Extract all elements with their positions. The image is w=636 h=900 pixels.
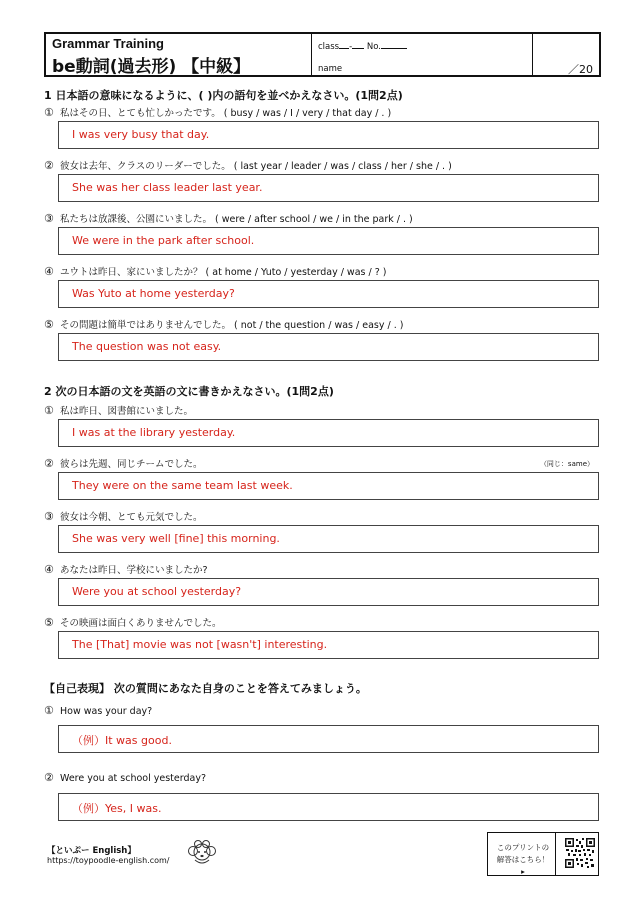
question-prompt: How was your day? [60, 706, 153, 717]
answer-box-2-1 [58, 419, 599, 447]
header-divider [311, 34, 312, 75]
question-number: ② [44, 457, 54, 470]
question-2-4 [44, 562, 208, 576]
answer-text: （例）It was good. [72, 734, 172, 747]
answer-text: I was at the library yesterday. [72, 426, 236, 439]
header-divider [532, 34, 533, 75]
answer-text: （例）Yes, I was. [72, 802, 162, 815]
answer-text: Were you at school yesterday? [72, 585, 242, 598]
answer-box-1-3 [58, 227, 599, 255]
section-2-heading: 2 次の日本語の文を英語の文に書きかえなさい。(1問2点) [44, 385, 334, 398]
question-1-4 [44, 264, 386, 278]
question-prompt: 彼らは先週、同じチームでした。 [60, 459, 203, 470]
question-2-2 [44, 456, 203, 470]
answer-text: We were in the park after school. [72, 234, 255, 247]
answer-box-2-2 [58, 472, 599, 500]
question-prompt: 彼女は今朝、とても元気でした。 [60, 512, 203, 523]
question-prompt: Were you at school yesterday? [60, 773, 207, 784]
footer-brand: 【といぷー English】 [47, 846, 136, 856]
question-prompt: 彼女は去年、クラスのリーダーでした。 ( last year / leader / was / class / her / she / . ) [60, 161, 452, 172]
class-separator: - [349, 42, 353, 52]
answer-qr-panel[interactable] [487, 832, 599, 876]
answer-box-1-5 [58, 333, 599, 361]
number-label: No. [366, 42, 382, 52]
class-label: class [318, 42, 340, 52]
qr-caption-line-1: このプリントの [496, 843, 550, 852]
question-number: ② [44, 159, 54, 172]
question-prompt: その問題は簡単ではありませんでした。 ( not / the question / was / easy / . ) [60, 320, 404, 331]
question-number: ③ [44, 510, 54, 523]
question-1-3 [44, 211, 413, 225]
answer-box-2-3 [58, 525, 599, 553]
question-prompt: その映画は面白くありませんでした。 [60, 618, 222, 629]
score-total: ／20 [568, 63, 593, 76]
answer-box-1-4 [58, 280, 599, 308]
section-3-heading: 【自己表現】 次の質問にあなた自身のことを答えてみましょう。 [44, 682, 367, 695]
answer-text: She was very well [fine] this morning. [72, 532, 280, 545]
answer-box-3-2 [58, 793, 599, 821]
answer-box-2-5 [58, 631, 599, 659]
answer-box-1-1 [58, 121, 599, 149]
answer-box-1-2 [58, 174, 599, 202]
name-label: name [318, 64, 343, 74]
qr-code-icon[interactable] [564, 837, 596, 869]
question-prompt: 私は昨日、図書館にいました。 [60, 406, 194, 417]
answer-text: The question was not easy. [72, 340, 222, 353]
question-number: ② [44, 771, 54, 784]
question-prompt: 私たちは放課後、公園にいました。 ( were / after school / we / in the park / . ) [60, 214, 413, 225]
question-2-3 [44, 509, 203, 523]
section-1-heading: 1 日本語の意味になるように、( )内の語句を並べかえなさい。(1問2点) [44, 89, 403, 102]
question-number: ① [44, 704, 54, 717]
question-number: ⑤ [44, 318, 54, 331]
answer-text: I was very busy that day. [72, 128, 210, 141]
answer-box-2-4 [58, 578, 599, 606]
question-prompt: ユウトは昨日、家にいましたか？ ( at home / Yuto / yesterday / was / ? ) [60, 267, 387, 278]
answer-box-3-1 [58, 725, 599, 753]
qr-divider [555, 833, 556, 875]
question-3-1 [44, 704, 152, 717]
question-1-2 [44, 158, 452, 172]
question-number: ④ [44, 563, 54, 576]
qr-caption [495, 842, 551, 878]
qr-caption-line-2: 解答はこちら！▸ [496, 855, 550, 876]
vocabulary-hint: （同じ：same） [539, 460, 594, 468]
answer-text: They were on the same team last week. [72, 479, 293, 492]
question-prompt: 私はその日、とても忙しかったです。 ( busy / was / I / very / that day / . ) [60, 108, 392, 119]
question-number: ④ [44, 265, 54, 278]
class-field [318, 39, 407, 52]
question-1-5 [44, 317, 403, 331]
worksheet-title: Grammar Training [52, 36, 164, 51]
question-number: ③ [44, 212, 54, 225]
question-prompt: あなたは昨日、学校にいましたか? [60, 565, 208, 576]
question-number: ⑤ [44, 616, 54, 629]
question-3-2 [44, 771, 206, 784]
question-number: ① [44, 404, 54, 417]
worksheet-header [44, 32, 601, 77]
answer-text: The [That] movie was not [wasn't] interesting. [72, 638, 328, 651]
poodle-logo-icon [183, 838, 221, 868]
question-2-1 [44, 403, 193, 417]
question-2-5 [44, 615, 222, 629]
worksheet-subtitle: be動詞(過去形) 【中級】 [52, 57, 251, 77]
question-1-1 [44, 105, 391, 119]
question-number: ① [44, 106, 54, 119]
answer-text: She was her class leader last year. [72, 181, 263, 194]
answer-text: Was Yuto at home yesterday? [72, 287, 235, 300]
footer-url[interactable]: https://toypoodle-english.com/ [47, 856, 170, 865]
